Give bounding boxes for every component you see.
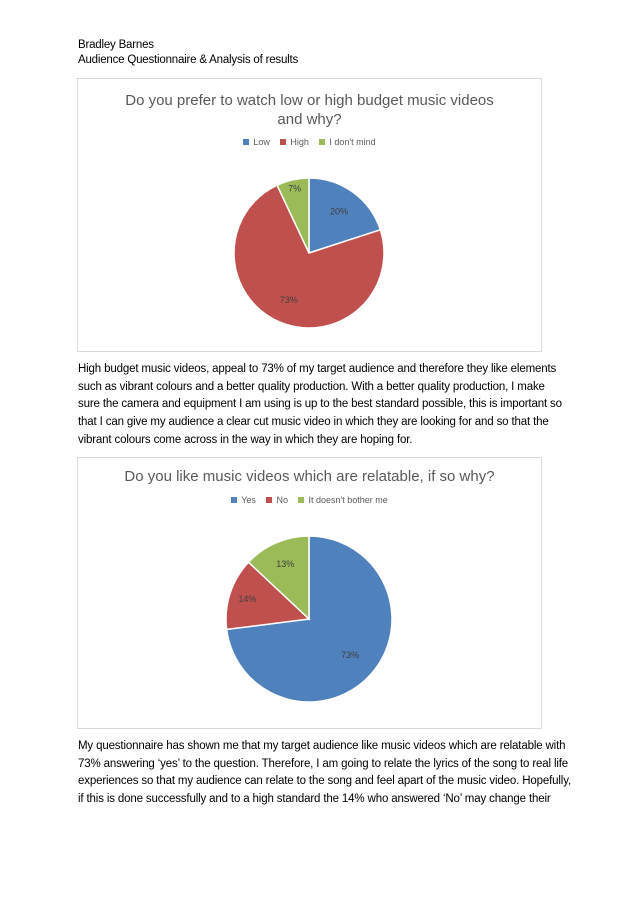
- pie-chart-budget: [77, 78, 542, 352]
- document-subtitle: Audience Questionnaire & Analysis of results: [78, 54, 299, 66]
- pie-data-label: 7%: [288, 183, 302, 194]
- pie-plot: [78, 79, 541, 351]
- legend-label: I don't mind: [329, 137, 376, 147]
- paragraph-line: vibrant colours come across in the way in which they are hoping for.: [78, 433, 413, 446]
- chart-title-line: and why?: [277, 111, 342, 128]
- pie-data-label: 73%: [279, 294, 298, 305]
- paragraph-line: if this is done successfully and to a high standard the 14% who answered ‘No’ may change their: [78, 793, 551, 806]
- pie-data-label: 14%: [238, 593, 257, 604]
- chart-title-line: Do you prefer to watch low or high budget music videos: [125, 92, 494, 109]
- legend-label: Yes: [241, 495, 256, 505]
- paragraph-line: 73% answering ‘yes’ to the question. Therefore, I am going to relate the lyrics of the song to real life: [78, 757, 569, 770]
- analysis-paragraph-budget: [78, 361, 562, 450]
- pie-plot: [78, 458, 541, 728]
- pie-data-label: 73%: [341, 650, 360, 661]
- pie-data-label: 13%: [276, 559, 295, 570]
- legend-label: Low: [253, 137, 270, 147]
- paragraph-line: that I can give my audience a clear cut music video in which they are looking for and so that the: [78, 416, 549, 429]
- paragraph-line: such as vibrant colours and a better quality production. With a better quality production, I make: [78, 380, 545, 393]
- legend-label: High: [290, 137, 309, 147]
- pie-chart-relatable: [77, 457, 542, 729]
- pie-data-label: 20%: [329, 206, 348, 217]
- paragraph-line: High budget music videos, appeal to 73% of my target audience and therefore they like elements: [78, 363, 557, 375]
- chart-title-line: Do you like music videos which are relatable, if so why?: [124, 468, 495, 485]
- legend-label: It doesn't bother me: [308, 495, 388, 505]
- author-name: Bradley Barnes: [78, 39, 154, 51]
- analysis-paragraph-relatable: [78, 738, 572, 809]
- paragraph-line: My questionnaire has shown me that my target audience like music videos which are relatable with: [78, 740, 566, 752]
- paragraph-line: experiences so that my audience can relate to the song and feel apart of the music video. Hopefully,: [78, 775, 572, 788]
- legend-label: No: [276, 495, 288, 505]
- paragraph-line: sure the camera and equipment I am using is up to the best standard possible, this is important so: [78, 398, 562, 411]
